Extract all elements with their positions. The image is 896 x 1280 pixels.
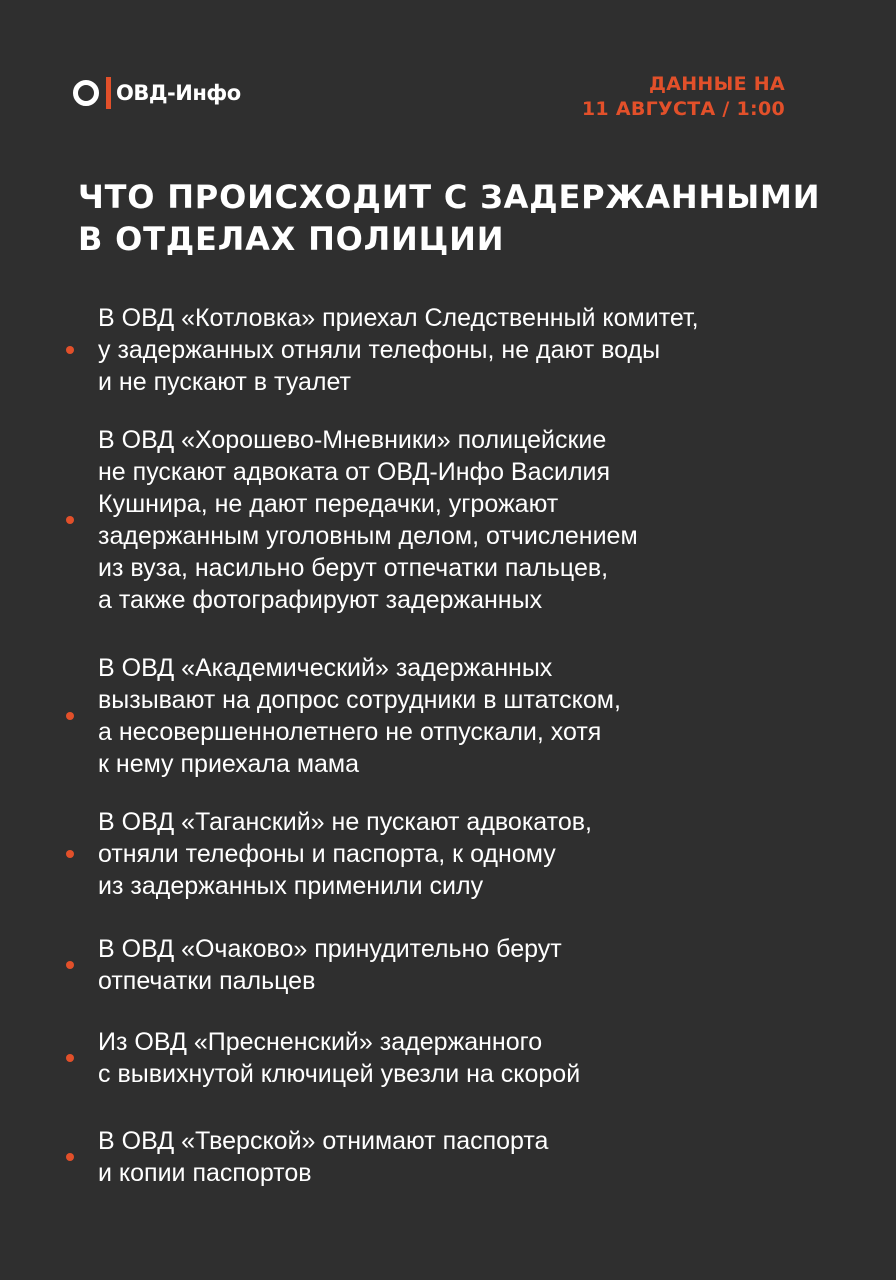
date-line-1: ДАННЫЕ НА <box>648 73 785 95</box>
bullet-icon <box>66 346 74 354</box>
list-item-line: В ОВД «Котловка» приехал Следственный комитет, <box>98 304 699 332</box>
list-item-text <box>98 302 699 398</box>
list-item-line: задержанным уголовным делом, отчислением <box>98 522 638 550</box>
list-item-line: отняли телефоны и паспорта, к одному <box>98 840 556 868</box>
logo-bar-icon <box>106 77 111 109</box>
logo-text: ОВД-Инфо <box>116 81 241 105</box>
list-item-tagansky <box>66 806 846 902</box>
list-item-line: Кушнира, не дают передачки, угрожают <box>98 490 559 518</box>
bullet-icon <box>66 1153 74 1161</box>
list-item-line: из вуза, насильно берут отпечатки пальцев, <box>98 554 609 582</box>
list-item-line: В ОВД «Академический» задержанных <box>98 654 553 682</box>
list-item-line: а несовершеннолетнего не отпускали, хотя <box>98 718 602 746</box>
list-item-line: В ОВД «Таганский» не пускают адвокатов, <box>98 808 592 836</box>
title-line-2: В ОТДЕЛАХ ПОЛИЦИИ <box>78 220 505 258</box>
list-item-khoroshevo <box>66 424 846 616</box>
data-date <box>582 72 785 122</box>
list-item-text <box>98 806 592 902</box>
list-item-line: у задержанных отняли телефоны, не дают воды <box>98 336 661 364</box>
list-item-line: не пускают адвоката от ОВД-Инфо Василия <box>98 458 611 486</box>
list-item-line: к нему приехала мама <box>98 750 360 778</box>
list-item-line: из задержанных применили силу <box>98 872 484 900</box>
logo-ring-icon <box>73 80 99 106</box>
bullet-icon <box>66 712 74 720</box>
list-item-line: с вывихнутой ключицей увезли на скорой <box>98 1060 581 1088</box>
list-item-kotlovka <box>66 302 846 398</box>
list-item-line: В ОВД «Тверской» отнимают паспорта <box>98 1127 549 1155</box>
list-item-line: и не пускают в туалет <box>98 368 352 396</box>
list-item-akademichesky <box>66 652 846 780</box>
title-line-1: ЧТО ПРОИСХОДИТ С ЗАДЕРЖАННЫМИ <box>78 178 821 216</box>
bullet-icon <box>66 516 74 524</box>
list-item-line: и копии паспортов <box>98 1159 312 1187</box>
bullet-icon <box>66 961 74 969</box>
list-item-line: вызывают на допрос сотрудники в штатском, <box>98 686 621 714</box>
list-item-text <box>98 933 562 997</box>
date-line-2: 11 АВГУСТА / 1:00 <box>581 98 785 120</box>
ovd-info-logo <box>73 75 241 111</box>
list-item-text <box>98 424 638 616</box>
list-item-line: В ОВД «Очаково» принудительно берут <box>98 935 562 963</box>
list-item-presnensky <box>66 1026 846 1090</box>
bullet-icon <box>66 1054 74 1062</box>
list-item-line: Из ОВД «Пресненский» задержанного <box>98 1028 543 1056</box>
list-item-line: а также фотографируют задержанных <box>98 586 543 614</box>
list-item-ochakovo <box>66 933 846 997</box>
page-title <box>78 176 848 260</box>
list-item-text <box>98 652 621 780</box>
list-item-line: отпечатки пальцев <box>98 967 316 995</box>
list-item-text <box>98 1026 580 1090</box>
list-item-line: В ОВД «Хорошево-Мневники» полицейские <box>98 426 607 454</box>
list-item-text <box>98 1125 548 1189</box>
list-item-tverskoy <box>66 1125 846 1189</box>
bullet-icon <box>66 850 74 858</box>
